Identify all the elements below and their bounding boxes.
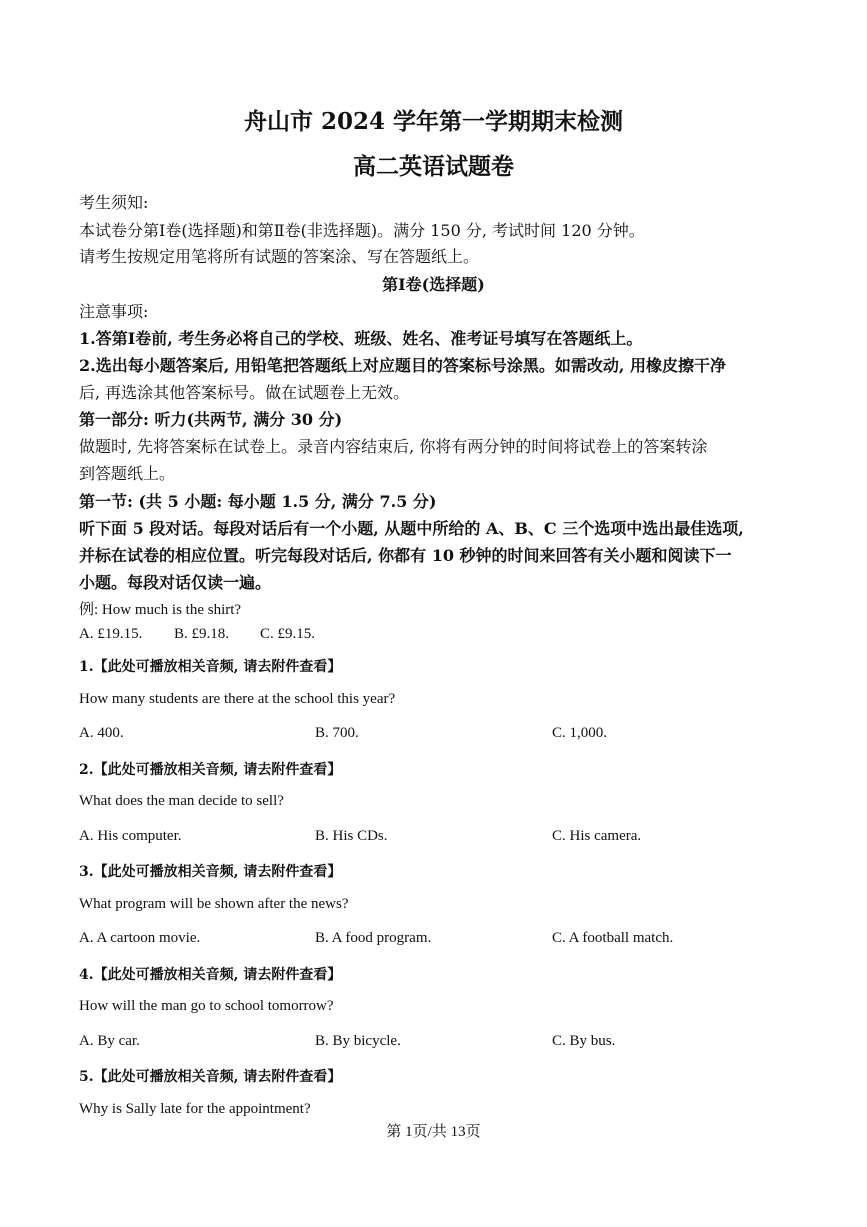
question-3-text: What program will be shown after the news?	[79, 896, 349, 912]
question-2-option-a: A. His computer.	[79, 828, 182, 844]
example-option-a: A. £19.15.	[79, 626, 143, 642]
question-3-audio-note: 3.【此处可播放相关音频, 请去附件查看】	[79, 864, 342, 880]
section-1-instruction-line-3: 小题。每段对话仅读一遍。	[79, 573, 272, 592]
part-1-instruction-line-2: 到答题纸上。	[79, 464, 176, 483]
question-4-audio-note: 4.【此处可播放相关音频, 请去附件查看】	[79, 967, 342, 983]
section-1-heading: 第一节: (共 5 小题: 每小题 1.5 分, 满分 7.5 分)	[79, 492, 437, 511]
question-2-option-b: B. His CDs.	[315, 828, 388, 844]
part-1-heading: 第一部分: 听力(共两节, 满分 30 分)	[79, 410, 343, 429]
question-3-option-c: C. A football match.	[552, 930, 674, 946]
page-number: 第 1页/共 13页	[386, 1124, 481, 1140]
question-1-option-b: B. 700.	[315, 725, 359, 741]
notice-line-1: 本试卷分第Ⅰ卷(选择题)和第Ⅱ卷(非选择题)。满分 150 分, 考试时间 120 分钟。	[79, 221, 645, 240]
question-4-option-a: A. By car.	[79, 1033, 140, 1049]
question-2-option-c: C. His camera.	[552, 828, 642, 844]
example-option-c: C. £9.15.	[260, 626, 316, 642]
attention-item-2-line-2: 后, 再选涂其他答案标号。做在试题卷上无效。	[79, 383, 410, 402]
question-4-option-c: C. By bus.	[552, 1033, 616, 1049]
question-3-option-a: A. A cartoon movie.	[79, 930, 201, 946]
question-1-option-c: C. 1,000.	[552, 725, 608, 741]
exam-subtitle: 高二英语试题卷	[353, 153, 514, 180]
notice-line-2: 请考生按规定用笔将所有试题的答案涂、写在答题纸上。	[79, 247, 480, 266]
question-1-option-a: A. 400.	[79, 725, 124, 741]
example-question: 例: How much is the shirt?	[79, 602, 242, 618]
attention-heading: 注意事项:	[79, 302, 149, 321]
question-3-option-b: B. A food program.	[315, 930, 432, 946]
volume-1-title: 第Ⅰ卷(选择题)	[382, 275, 485, 294]
question-5-audio-note: 5.【此处可播放相关音频, 请去附件查看】	[79, 1069, 342, 1085]
attention-item-2-line-1: 2.选出每小题答案后, 用铅笔把答题纸上对应题目的答案标号涂黑。如需改动, 用橡皮擦干净	[79, 356, 726, 375]
example-option-b: B. £9.18.	[174, 626, 230, 642]
exam-title: 舟山市 2024 学年第一学期期末检测	[243, 108, 624, 135]
question-2-audio-note: 2.【此处可播放相关音频, 请去附件查看】	[79, 762, 342, 778]
section-1-instruction-line-1: 听下面 5 段对话。每段对话后有一个小题, 从题中所给的 A、B、C 三个选项中选出最佳选项,	[79, 519, 744, 538]
part-1-instruction-line-1: 做题时, 先将答案标在试卷上。录音内容结束后, 你将有两分钟的时间将试卷上的答案转涂	[79, 437, 708, 456]
section-1-instruction-line-2: 并标在试卷的相应位置。听完每段对话后, 你都有 10 秒钟的时间来回答有关小题和阅读下一	[79, 546, 732, 565]
question-2-text: What does the man decide to sell?	[79, 793, 284, 809]
question-1-audio-note: 1.【此处可播放相关音频, 请去附件查看】	[79, 659, 342, 675]
question-1-text: How many students are there at the school this year?	[79, 691, 396, 707]
attention-item-1: 1.答第Ⅰ卷前, 考生务必将自己的学校、班级、姓名、准考证号填写在答题纸上。	[79, 329, 643, 348]
question-4-text: How will the man go to school tomorrow?	[79, 998, 334, 1014]
question-5-text: Why is Sally late for the appointment?	[79, 1101, 311, 1117]
notice-heading: 考生须知:	[79, 193, 149, 212]
question-4-option-b: B. By bicycle.	[315, 1033, 401, 1049]
